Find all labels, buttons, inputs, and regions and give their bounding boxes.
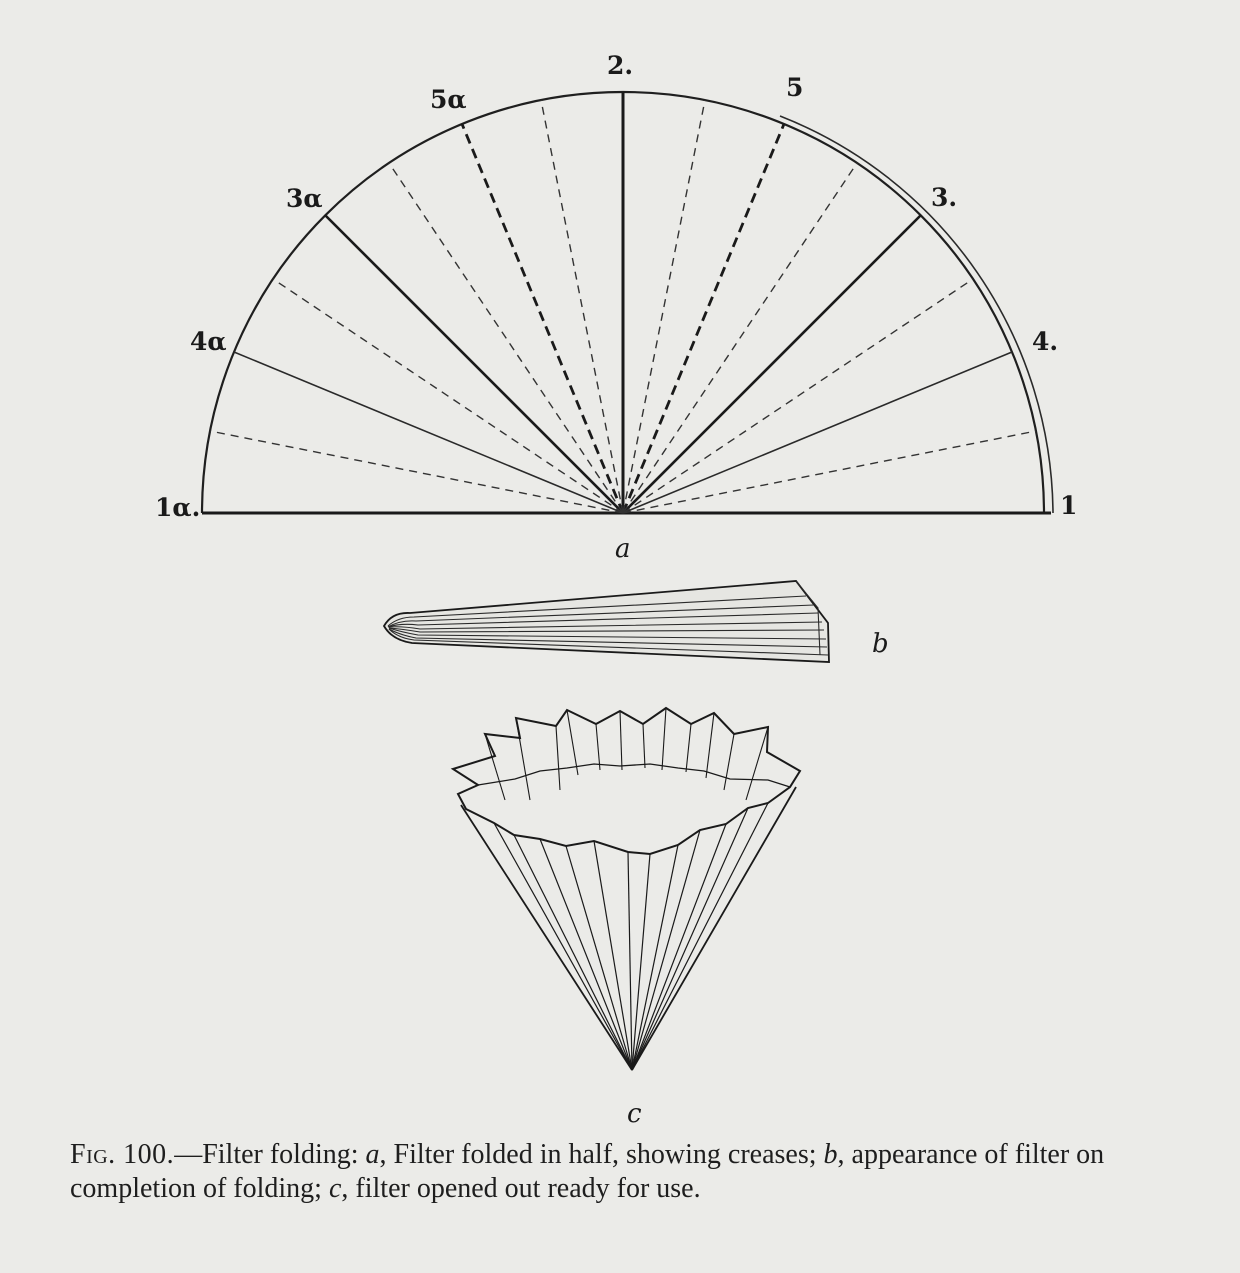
crease-4a xyxy=(234,352,623,513)
semicircle-diagram-a xyxy=(155,51,1077,564)
crease-5 xyxy=(623,124,784,513)
caption-a-letter: a xyxy=(365,1139,380,1170)
caption-b-letter: b xyxy=(823,1139,838,1170)
opened-filter-c xyxy=(453,708,800,1129)
label-4: 4. xyxy=(1032,327,1059,356)
caption-title: Filter folding: xyxy=(202,1139,366,1170)
folded-filter-b xyxy=(384,581,889,662)
figure-caption xyxy=(70,1138,1175,1206)
caption-a-text: , Filter folded in half, showing creases; xyxy=(379,1139,824,1170)
label-3: 3. xyxy=(931,183,958,212)
label-1a: 1α. xyxy=(155,493,201,522)
crease-4 xyxy=(623,352,1012,513)
label-1: 1 xyxy=(1060,491,1078,520)
folded-filter-body xyxy=(384,581,829,662)
label-5: 5 xyxy=(786,73,804,102)
caption-b-text: , appearance of filter on completion of folding; xyxy=(70,1139,1105,1204)
sub-label-c: c xyxy=(627,1099,642,1129)
crease-3a xyxy=(325,215,623,513)
caption-fig-label: Fig. 100. xyxy=(70,1139,175,1170)
sub-label-a: a xyxy=(615,534,631,564)
crease-3 xyxy=(623,215,921,513)
caption-c-text: , filter opened out ready for use. xyxy=(341,1173,701,1204)
caption-dash: — xyxy=(174,1139,203,1170)
filter-pleat-lines xyxy=(494,803,768,1070)
label-3a: 3α xyxy=(286,184,323,213)
label-5a: 5α xyxy=(430,85,467,114)
filter-inner-pleats xyxy=(485,708,768,800)
crease-5a xyxy=(462,124,623,513)
label-2: 2. xyxy=(607,51,634,80)
label-4a: 4α xyxy=(190,327,227,356)
caption-c-letter: c xyxy=(328,1173,342,1204)
sub-label-b: b xyxy=(872,629,889,659)
